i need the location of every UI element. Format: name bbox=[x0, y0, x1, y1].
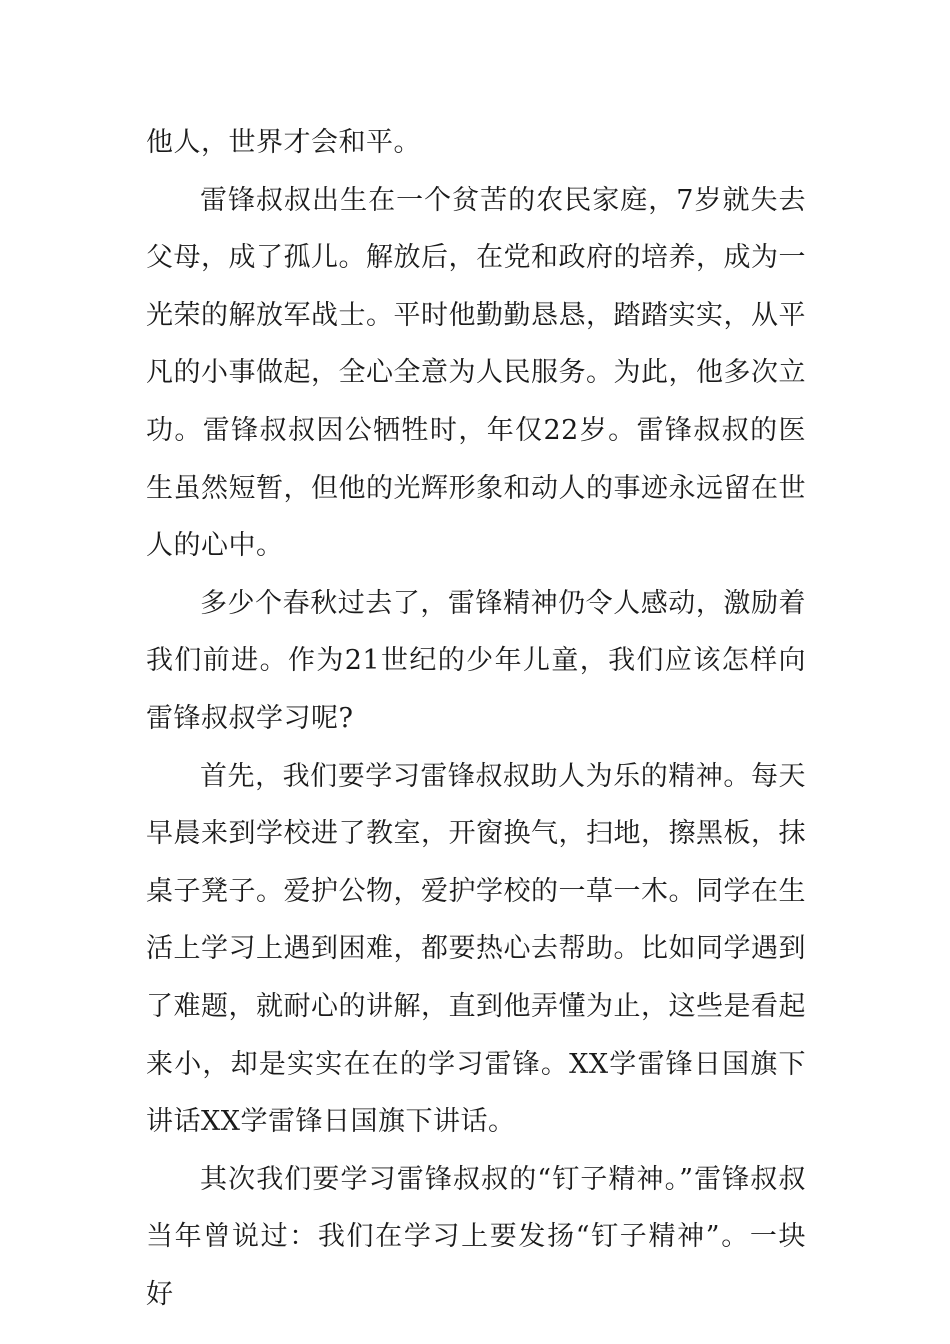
document-body bbox=[146, 114, 806, 1323]
paragraph-helping-others: 首先，我们要学习雷锋叔叔助人为乐的精神。每天早晨来到学校进了教室，开窗换气，扫地，擦黑板，抹桌子凳子。爱护公物，爱护学校的一草一木。同学在生活上学习上遇到困难，都要热心去帮助。比如同学遇到了难题，就耐心的讲解，直到他弄懂为止，这些是看起来小，却是实实在在的学习雷锋。XX学雷锋日国旗下讲话XX学雷锋日国旗下讲话。 bbox=[146, 760, 806, 1138]
paragraph-lei-feng-biography: 雷锋叔叔出生在一个贫苦的农民家庭，7岁就失去父母，成了孤儿。解放后，在党和政府的培养，成为一光荣的解放军战士。平时他勤勤恳恳，踏踏实实，从平凡的小事做起，全心全意为人民服务。为此，他多次立功。雷锋叔叔因公牺牲时，年仅22岁。雷锋叔叔的医生虽然短暂，但他的光辉形象和动人的事迹永远留在世人的心中。 bbox=[146, 184, 806, 562]
paragraph-nail-spirit: 其次我们要学习雷锋叔叔的“钉子精神。”雷锋叔叔当年曾说过：我们在学习上要发扬“钉子精神”。一块好 bbox=[146, 1163, 806, 1310]
paragraph-how-to-learn: 多少个春秋过去了，雷锋精神仍令人感动，激励着我们前进。作为21世纪的少年儿童，我们应该怎样向雷锋叔叔学习呢? bbox=[146, 587, 806, 734]
paragraph-continued: 他人，世界才会和平。 bbox=[146, 127, 421, 158]
